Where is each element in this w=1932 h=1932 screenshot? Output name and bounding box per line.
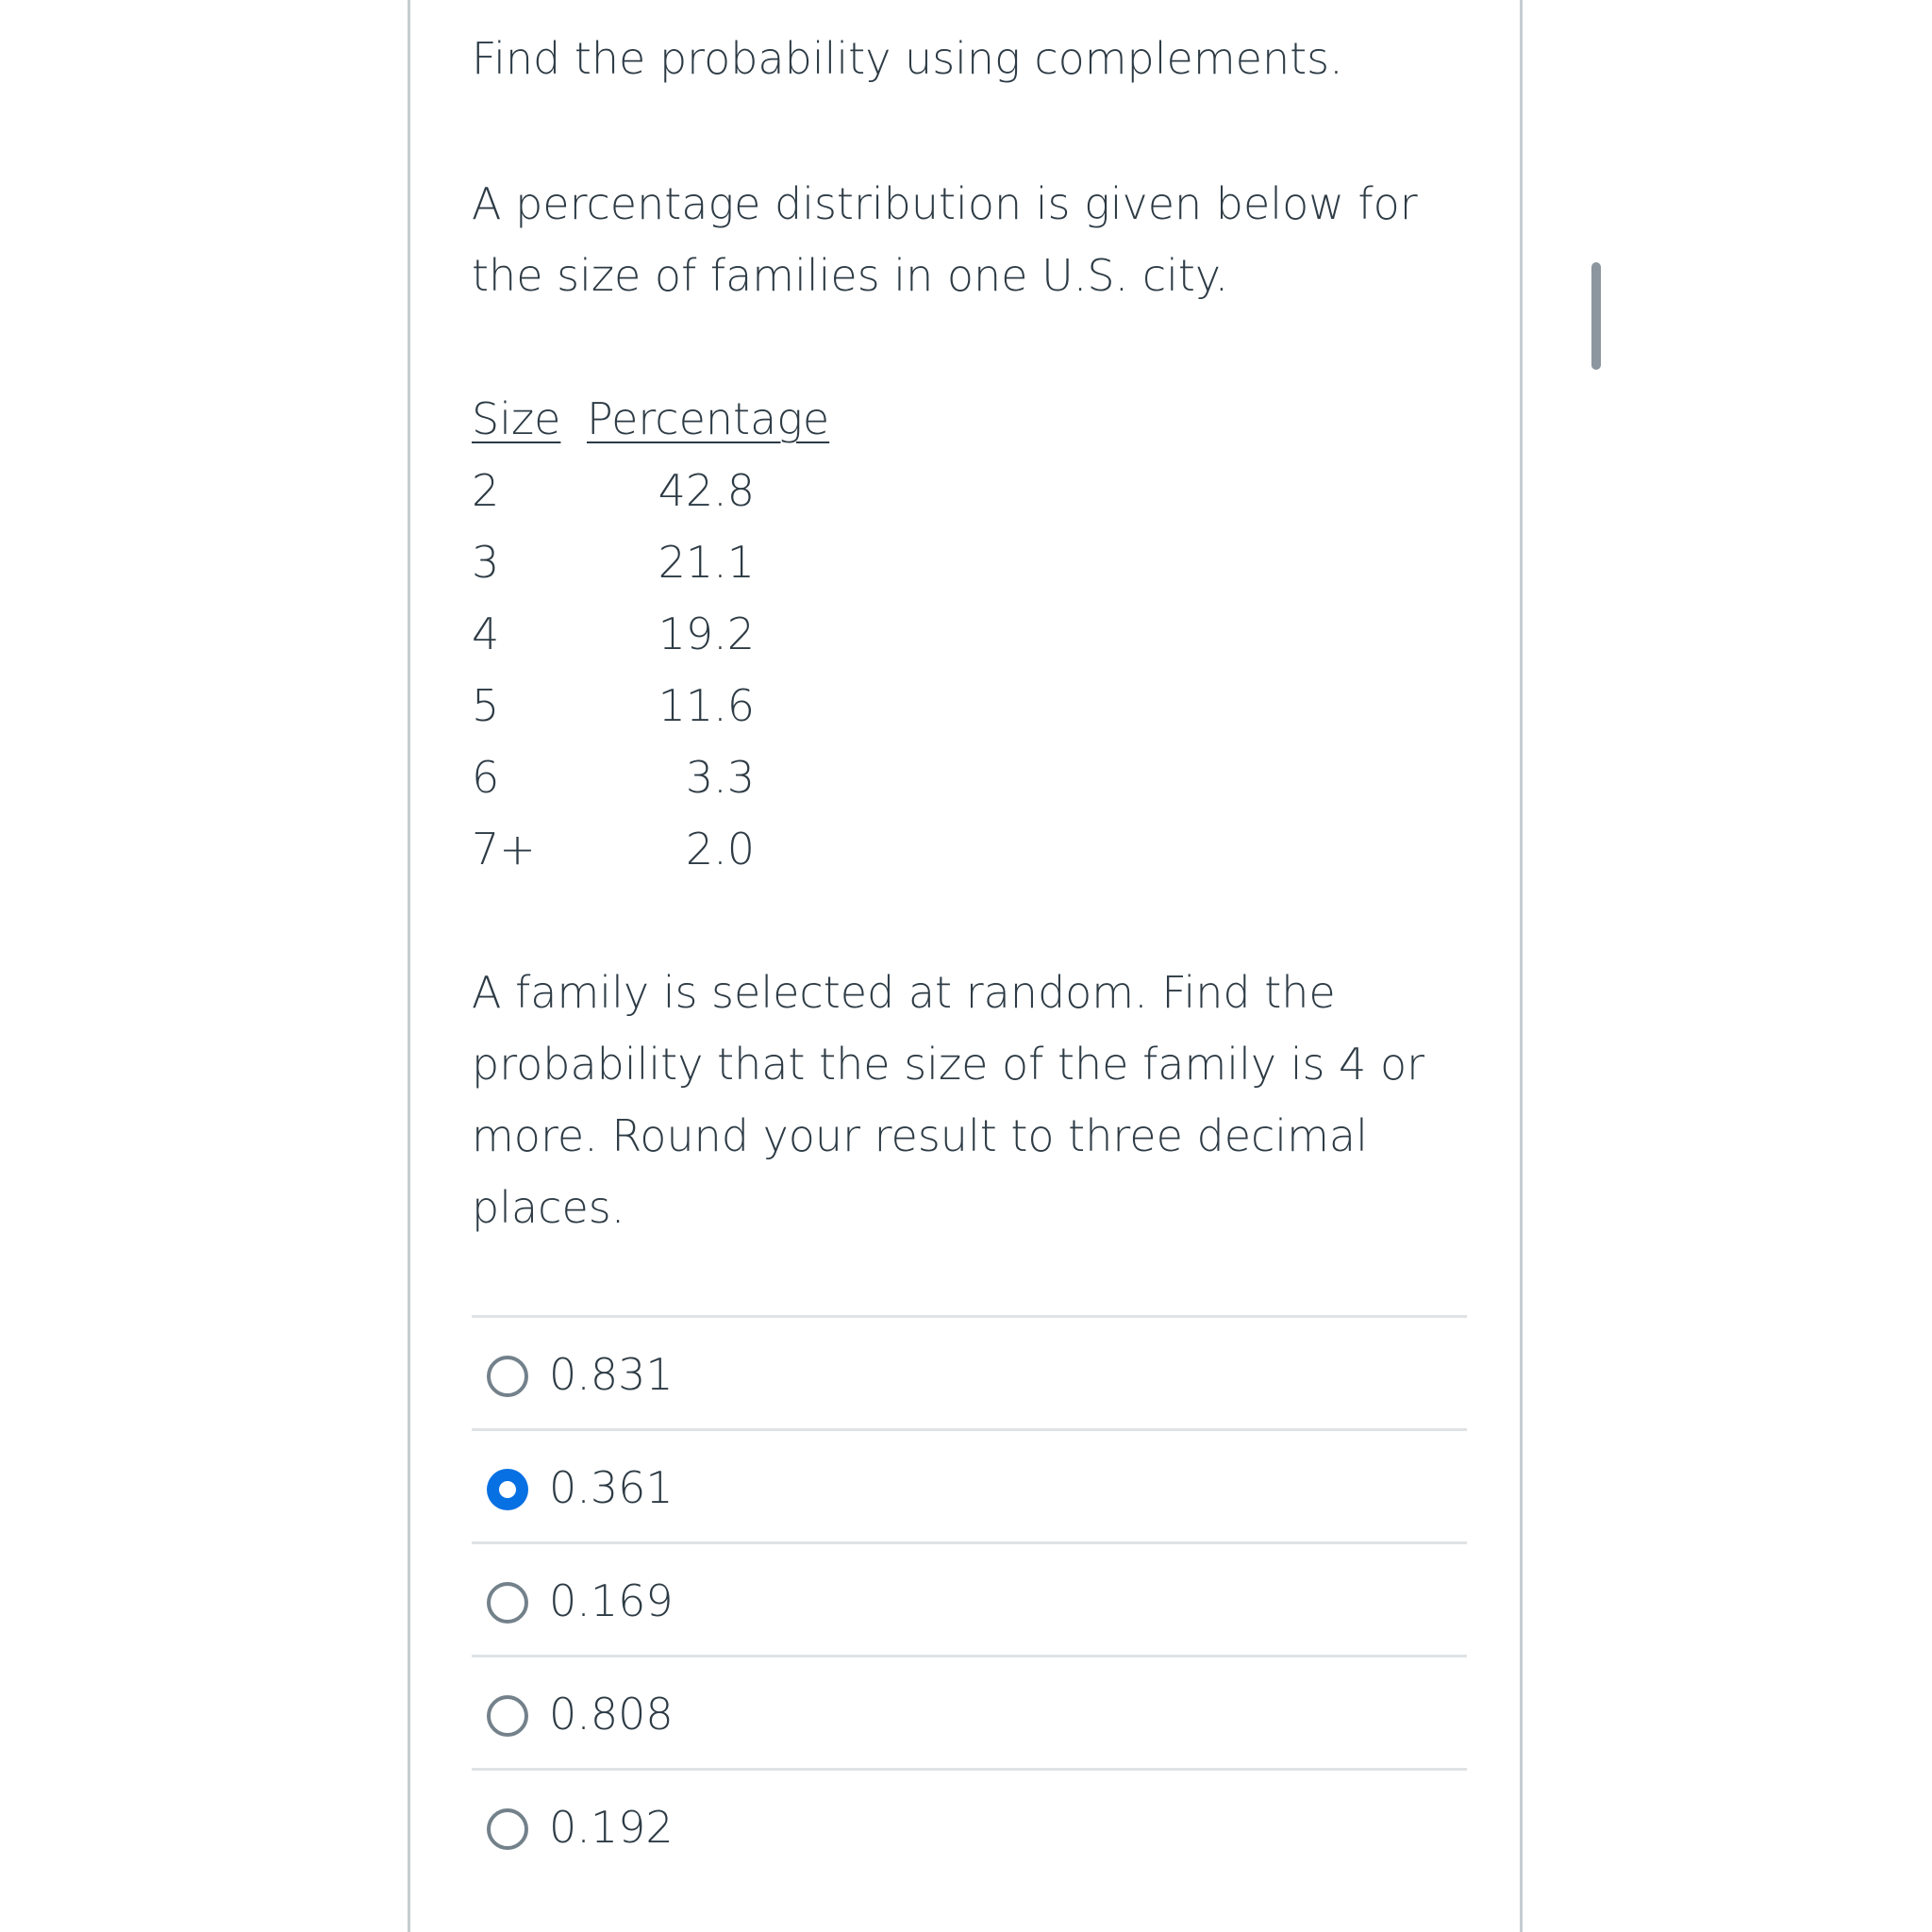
- table-header-row: [472, 383, 849, 455]
- table-row: [472, 455, 849, 526]
- percentage-cell: 19.2: [658, 608, 755, 659]
- question-prompt: A family is selected at random. Find the probability that the size of the family is 4 or more. Round your result to three decimal places.: [472, 967, 1425, 1233]
- radio-button[interactable]: [487, 1695, 528, 1737]
- radio-button-selected[interactable]: [487, 1469, 528, 1510]
- answer-list: [472, 1315, 1467, 1881]
- radio-button[interactable]: [487, 1582, 528, 1624]
- table-row: [472, 670, 849, 741]
- question-intro: A percentage distribution is given below for the size of families in one U.S. city.: [472, 178, 1418, 301]
- size-cell: 7+: [472, 824, 536, 874]
- table-row: [472, 741, 849, 813]
- answer-label[interactable]: 0.361: [549, 1462, 674, 1513]
- size-cell: 6: [472, 752, 500, 803]
- percentage-cell: 3.3: [685, 752, 755, 803]
- answer-option[interactable]: [472, 1428, 1467, 1541]
- size-cell: 3: [472, 537, 500, 588]
- question-card: [408, 0, 1523, 1932]
- answer-option[interactable]: [472, 1655, 1467, 1768]
- header-percentage: Percentage: [587, 393, 830, 444]
- percentage-cell: 21.1: [658, 537, 755, 588]
- answer-option[interactable]: [472, 1768, 1467, 1881]
- answer-label[interactable]: 0.808: [549, 1689, 674, 1740]
- radio-button[interactable]: [487, 1808, 528, 1850]
- table-row: [472, 813, 849, 885]
- size-cell: 4: [472, 608, 500, 659]
- scrollbar-thumb[interactable]: [1591, 262, 1601, 370]
- answer-label[interactable]: 0.831: [549, 1349, 674, 1400]
- percentage-cell: 11.6: [658, 680, 755, 731]
- answer-option[interactable]: [472, 1315, 1467, 1428]
- percentage-cell: 42.8: [658, 465, 755, 516]
- header-size: Size: [472, 393, 561, 444]
- size-cell: 2: [472, 465, 500, 516]
- answer-option[interactable]: [472, 1541, 1467, 1655]
- distribution-table: [472, 383, 849, 885]
- size-cell: 5: [472, 680, 500, 731]
- answer-label[interactable]: 0.169: [549, 1575, 674, 1626]
- answer-label[interactable]: 0.192: [549, 1802, 674, 1853]
- table-row: [472, 598, 849, 670]
- question-instruction: Find the probability using complements.: [472, 33, 1343, 84]
- table-row: [472, 526, 849, 598]
- percentage-cell: 2.0: [685, 824, 755, 874]
- radio-button[interactable]: [487, 1356, 528, 1397]
